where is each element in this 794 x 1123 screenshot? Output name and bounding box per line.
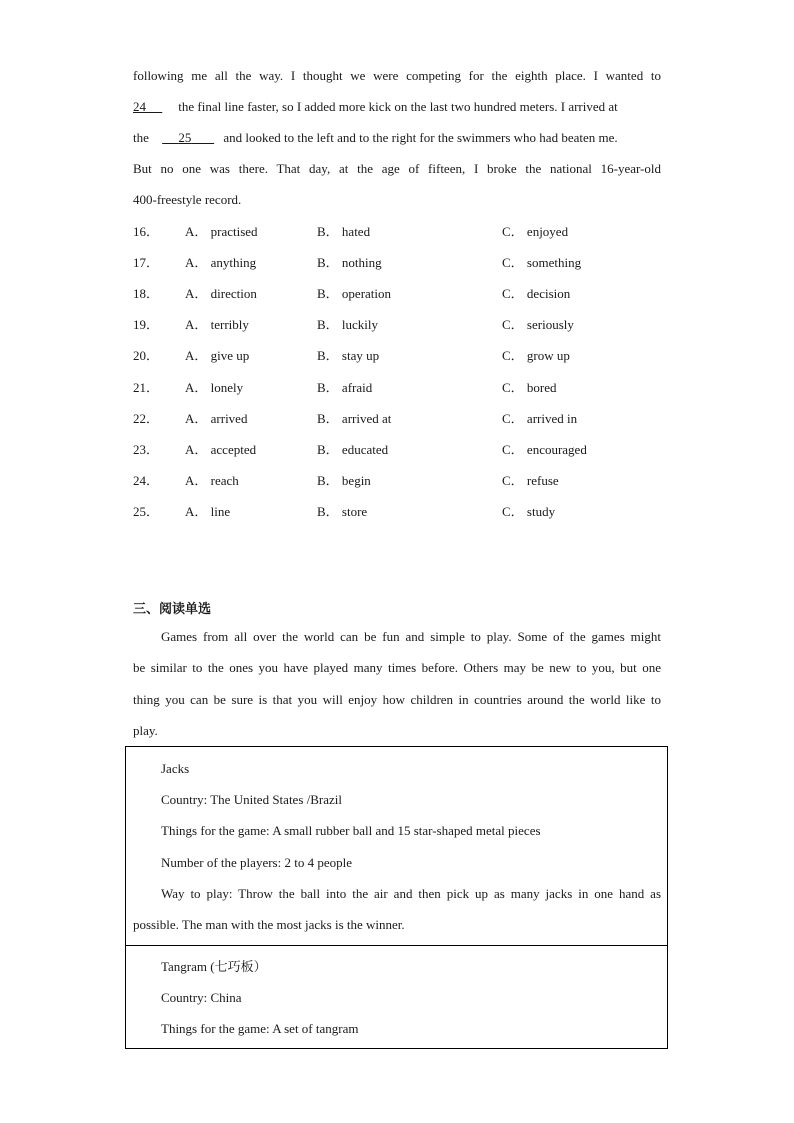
option-b[interactable]: B． educated	[317, 442, 389, 457]
question-number: 24．	[133, 473, 160, 488]
tangram-name: Tangram (七巧板）	[161, 959, 267, 974]
question-number: 20．	[133, 348, 160, 363]
table-divider	[126, 945, 667, 946]
question-row	[133, 503, 693, 521]
question-row	[133, 347, 693, 365]
jacks-country: Country: The United States /Brazil	[161, 792, 343, 807]
option-c[interactable]: C． something	[502, 255, 582, 270]
question-row	[133, 254, 693, 272]
intro-line-4: play.	[133, 723, 158, 738]
games-table	[125, 746, 668, 1049]
option-a[interactable]: A． lonely	[185, 380, 244, 395]
option-c[interactable]: C． encouraged	[502, 442, 587, 457]
question-row	[133, 441, 693, 459]
option-b[interactable]: B． store	[317, 504, 368, 519]
option-c[interactable]: C． decision	[502, 286, 571, 301]
intro-line-2: be similar to the ones you have played many times before. Others may be new to you, but one	[133, 660, 661, 675]
jacks-players: Number of the players: 2 to 4 people	[161, 855, 352, 870]
option-b[interactable]: B． stay up	[317, 348, 380, 363]
passage-line-1: following me all the way. I thought we were competing for the eighth place. I wanted to	[133, 68, 661, 83]
option-a[interactable]: A． arrived	[185, 411, 248, 426]
passage-line-3-text: and looked to the left and to the right for the swimmers who had beaten me.	[223, 130, 618, 145]
question-number: 22．	[133, 411, 160, 426]
passage-line-3-prefix: the	[133, 130, 149, 145]
passage-line-5: 400-freestyle record.	[133, 192, 242, 207]
question-row	[133, 285, 693, 303]
jacks-things: Things for the game: A small rubber ball and 15 star-shaped metal pieces	[161, 823, 541, 838]
option-a[interactable]: A． give up	[185, 348, 250, 363]
option-a[interactable]: A． reach	[185, 473, 239, 488]
question-number: 21．	[133, 380, 160, 395]
passage-line-2-text: the final line faster, so I added more kick on the last two hundred meters. I arrived at	[178, 99, 618, 114]
question-row	[133, 223, 693, 241]
question-row	[133, 379, 693, 397]
option-b[interactable]: B． begin	[317, 473, 371, 488]
option-a[interactable]: A． direction	[185, 286, 257, 301]
option-a[interactable]: A． anything	[185, 255, 257, 270]
option-c[interactable]: C． refuse	[502, 473, 559, 488]
intro-line-1: Games from all over the world can be fun and simple to play. Some of the games might	[161, 629, 661, 644]
tangram-things: Things for the game: A set of tangram	[161, 1021, 359, 1036]
option-c[interactable]: C． bored	[502, 380, 557, 395]
section-title: 三、阅读单选	[133, 602, 212, 617]
question-number: 18．	[133, 286, 160, 301]
option-c[interactable]: C． seriously	[502, 317, 574, 332]
option-c[interactable]: C． arrived in	[502, 411, 578, 426]
option-b[interactable]: B． operation	[317, 286, 392, 301]
option-a[interactable]: A． practised	[185, 224, 258, 239]
option-b[interactable]: B． hated	[317, 224, 371, 239]
passage-line-3	[133, 129, 661, 147]
question-row	[133, 410, 693, 428]
option-a[interactable]: A． accepted	[185, 442, 257, 457]
question-number: 23．	[133, 442, 160, 457]
passage-line-2	[133, 98, 661, 116]
option-a[interactable]: A． line	[185, 504, 231, 519]
jacks-way-1: Way to play: Throw the ball into the air and then pick up as many jacks in one hand as	[161, 886, 661, 901]
tangram-country: Country: China	[161, 990, 242, 1005]
intro-line-3: thing you can be sure is that you will enjoy how children in countries around the world like to	[133, 692, 661, 707]
question-number: 16．	[133, 224, 160, 239]
jacks-name: Jacks	[161, 761, 190, 776]
question-number: 25．	[133, 504, 160, 519]
option-c[interactable]: C． grow up	[502, 348, 570, 363]
option-c[interactable]: C． study	[502, 504, 556, 519]
option-b[interactable]: B． luckily	[317, 317, 379, 332]
blank-25: 25	[178, 130, 192, 145]
question-row	[133, 472, 693, 490]
option-c[interactable]: C． enjoyed	[502, 224, 569, 239]
question-row	[133, 316, 693, 334]
option-b[interactable]: B． nothing	[317, 255, 382, 270]
jacks-way-2: possible. The man with the most jacks is the winner.	[133, 917, 405, 932]
option-a[interactable]: A． terribly	[185, 317, 249, 332]
question-number: 19．	[133, 317, 160, 332]
option-b[interactable]: B． afraid	[317, 380, 373, 395]
option-b[interactable]: B． arrived at	[317, 411, 392, 426]
question-number: 17．	[133, 255, 160, 270]
blank-24: 24	[133, 99, 146, 114]
passage-line-4: But no one was there. That day, at the age of fifteen, I broke the national 16-year-old	[133, 161, 661, 176]
